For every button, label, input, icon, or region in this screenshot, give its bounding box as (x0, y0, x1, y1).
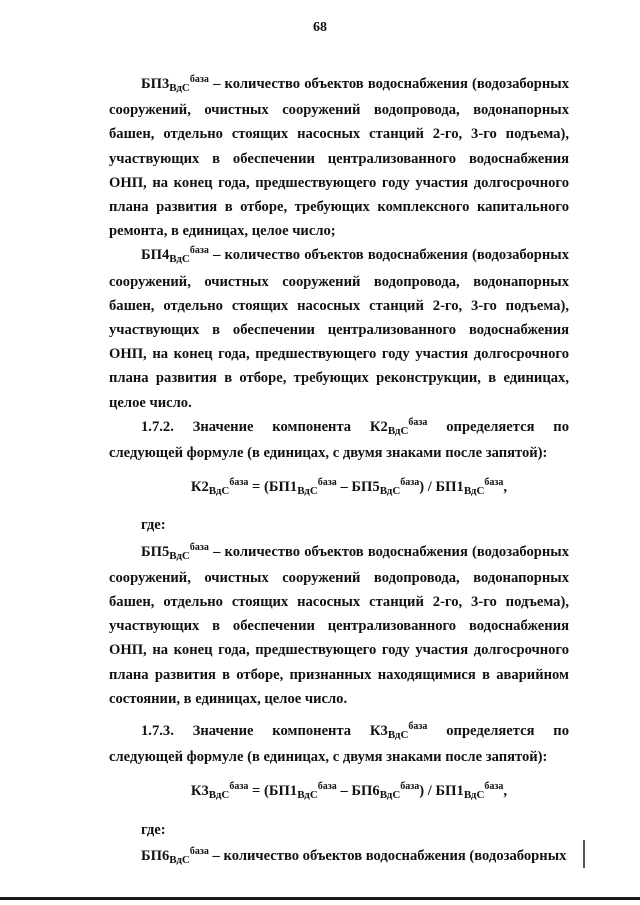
term-bp3: $БП3_{ВдС}^{база}$ (141, 74, 209, 94)
definition-bp6: $БП6_{ВдС}^{база}$ – количество объектов водоснабжения (водозаборных (141, 845, 567, 866)
definition-bp4: $БП4_{ВдС}^{база}$ – количество объектов водоснабжения (водозаборных сооружений, очистных сооружений водопровода, водонапорных башен, отдельно стоящих насосных станций 2-го, 3-го подъема), участвующих в обеспечении централизованного водоснабжения ОНП, на конец года, предшествующего году участия долгосрочного плана развития в отборе, требующих реконструкции, в единицах, целое число. (109, 245, 569, 411)
scan-speck (583, 840, 585, 868)
formula-k2: $К2_{ВдС}^{база} = (БП1_{ВдС}^{база} - БП5_{ВдС}^{база}) / БП1_{ВдС}^{база}$, (190, 477, 508, 498)
document-body (109, 72, 569, 870)
term-bp6: $БП6_{ВдС}^{база}$ (141, 845, 209, 866)
where-label-2: где: (141, 821, 166, 838)
term-bp4: $БП4_{ВдС}^{база}$ (141, 245, 209, 266)
definition-bp3: $БП3_{ВдС}^{база}$ – количество объектов водоснабжения (водозаборных сооружений, очистных сооружений водопровода, водонапорных башен, отдельно стоящих насосных станций 2-го, 3-го подъема), участвующих в обеспечении централизованного водоснабжения ОНП, на конец года, предшествующего году участия долгосрочного плана развития в отборе, требующих комплексного капитального ремонта, в единицах, целое число; (109, 74, 569, 240)
section-1-7-2: 1.7.2. Значение компонента $К2_{ВдС}^{база}$ определяется по следующей формуле (в единицах, с двумя знаками после запятой): (109, 416, 570, 462)
scan-edge-line (0, 897, 640, 900)
section-1-7-3: 1.7.3. Значение компонента $К3_{ВдС}^{база}$ определяется по следующей формуле (в единицах, с двумя знаками после запятой): (109, 721, 570, 766)
page-number: 68 (313, 20, 327, 35)
where-label-1: где: (141, 517, 166, 534)
formula-k3: $К3_{ВдС}^{база} = (БП1_{ВдС}^{база} - БП6_{ВдС}^{база}) / БП1_{ВдС}^{база}$, (190, 781, 508, 802)
term-bp5: $БП5_{ВдС}^{база}$ (141, 541, 209, 562)
definition-bp5: $БП5_{ВдС}^{база}$ – количество объектов водоснабжения (водозаборных сооружений, очистных сооружений водопровода, водонапорных башен, отдельно стоящих насосных станций 2-го, 3-го подъема), участвующих в обеспечении централизованного водоснабжения ОНП, на конец года, предшествующего году участия долгосрочного плана развития в отборе, признанных находящимися в аварийном состоянии, в единицах, целое число. (109, 541, 569, 707)
